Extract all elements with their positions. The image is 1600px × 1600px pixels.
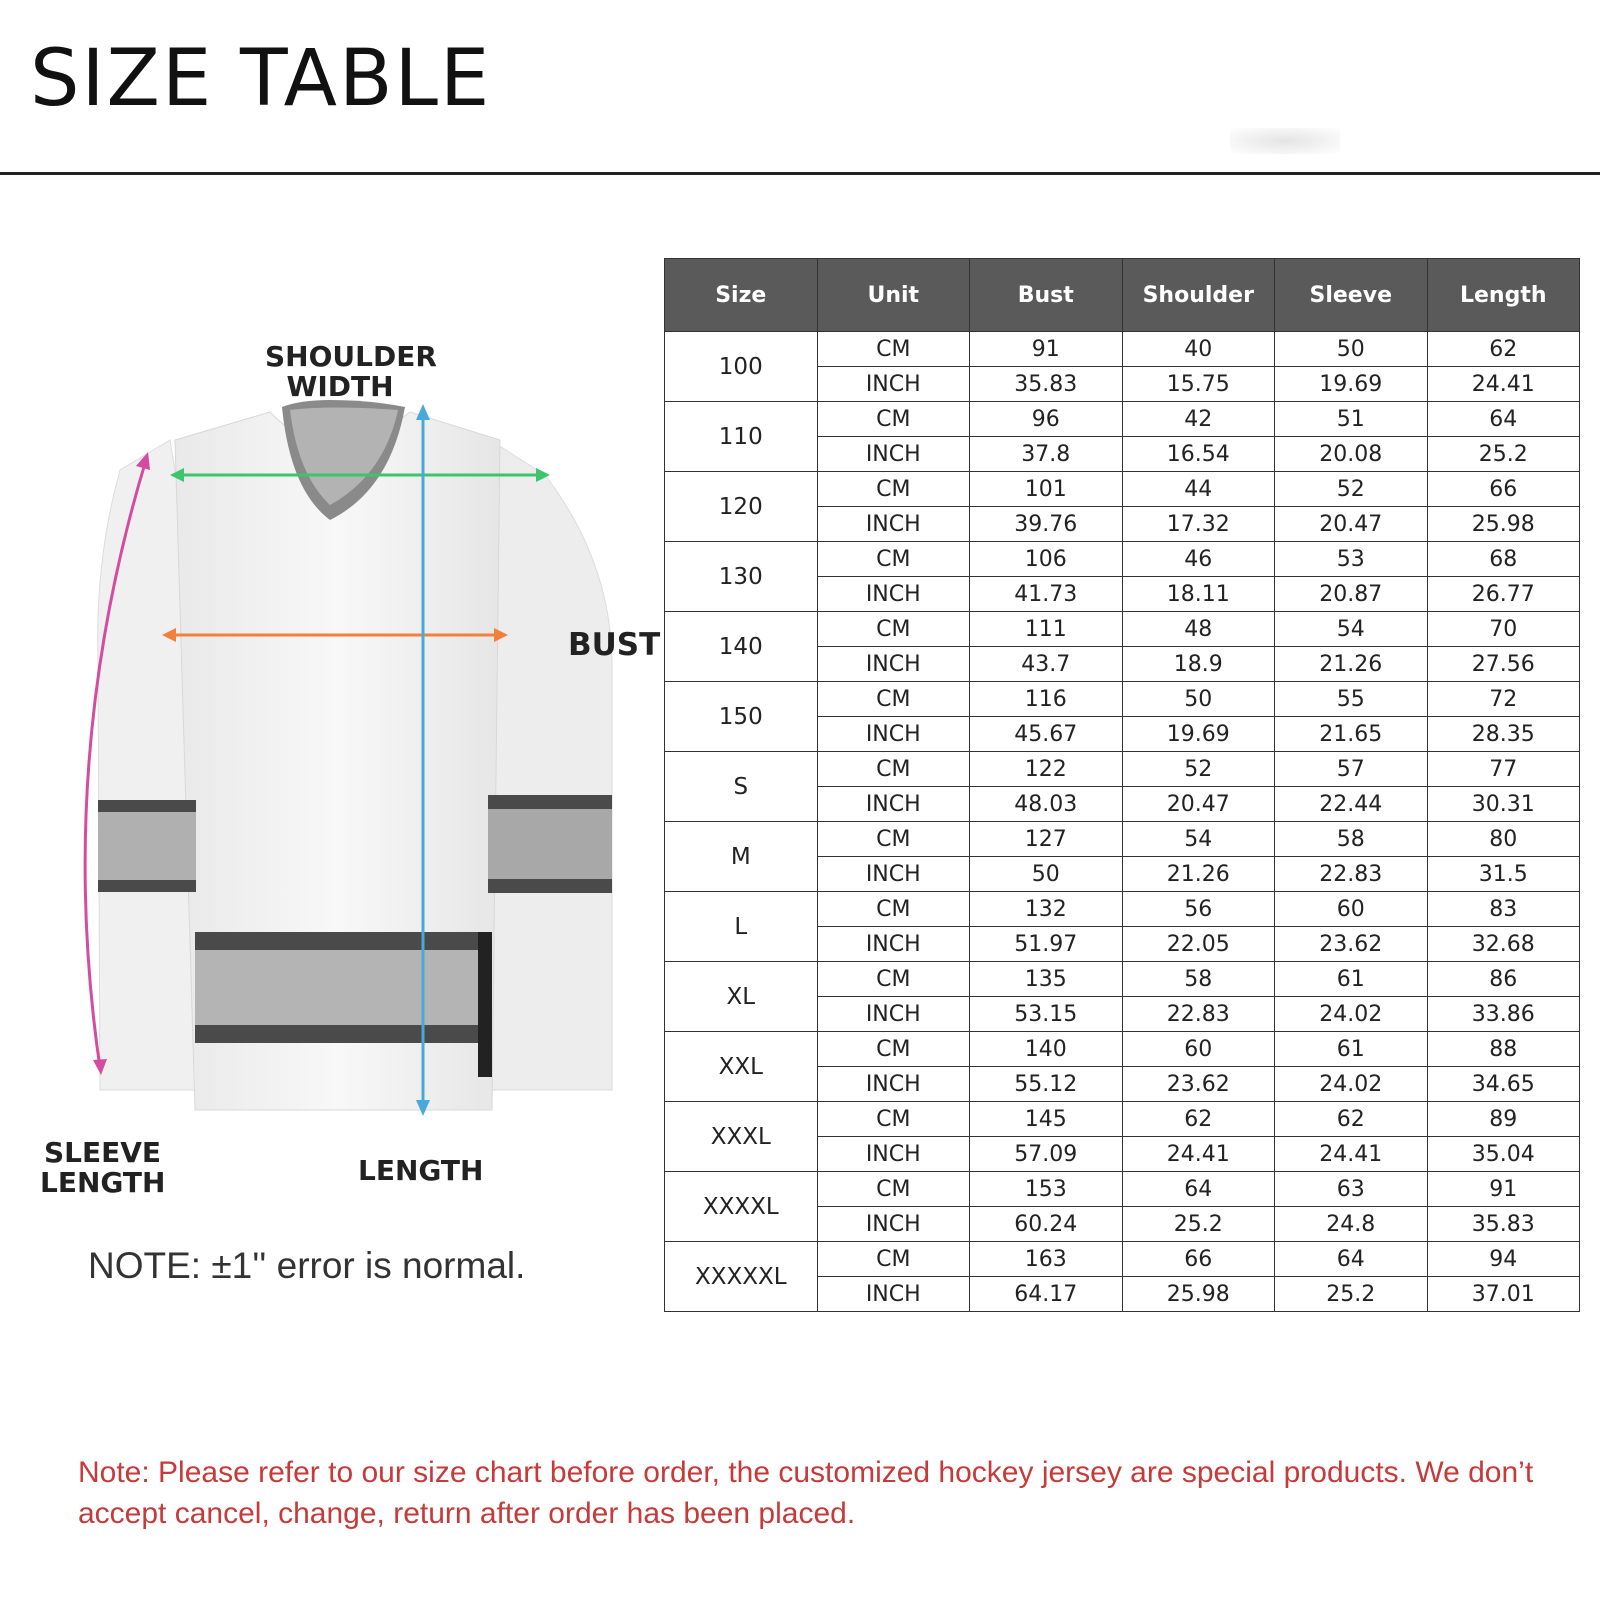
table-row: [665, 612, 1580, 647]
value-cell: 18.11: [1122, 577, 1275, 612]
value-cell: 77: [1427, 752, 1580, 787]
value-cell: 22.83: [1122, 997, 1275, 1032]
value-cell: 58: [1275, 822, 1428, 857]
value-cell: 46: [1122, 542, 1275, 577]
value-cell: 127: [970, 822, 1123, 857]
size-label-cell: XXXXL: [665, 1172, 818, 1242]
value-cell: 20.47: [1275, 507, 1428, 542]
size-label-cell: XXXXXL: [665, 1242, 818, 1312]
title-divider: [0, 172, 1600, 175]
value-cell: 20.08: [1275, 437, 1428, 472]
value-cell: 43.7: [970, 647, 1123, 682]
right-sleeve-stripe-bottom: [488, 879, 612, 893]
value-cell: 64: [1275, 1242, 1428, 1277]
value-cell: 89: [1427, 1102, 1580, 1137]
value-cell: 122: [970, 752, 1123, 787]
value-cell: 91: [1427, 1172, 1580, 1207]
value-cell: 37.8: [970, 437, 1123, 472]
value-cell: 32.68: [1427, 927, 1580, 962]
value-cell: 19.69: [1275, 367, 1428, 402]
unit-cell: CM: [817, 1102, 970, 1137]
value-cell: 52: [1122, 752, 1275, 787]
value-cell: 24.41: [1427, 367, 1580, 402]
value-cell: 54: [1275, 612, 1428, 647]
value-cell: 16.54: [1122, 437, 1275, 472]
value-cell: 54: [1122, 822, 1275, 857]
unit-cell: CM: [817, 1242, 970, 1277]
value-cell: 20.87: [1275, 577, 1428, 612]
value-cell: 50: [970, 857, 1123, 892]
value-cell: 50: [1122, 682, 1275, 717]
unit-cell: CM: [817, 542, 970, 577]
header-unit: Unit: [817, 259, 970, 332]
value-cell: 23.62: [1275, 927, 1428, 962]
value-cell: 51.97: [970, 927, 1123, 962]
table-row: [665, 962, 1580, 997]
value-cell: 48: [1122, 612, 1275, 647]
header-bust: Bust: [970, 259, 1123, 332]
value-cell: 53: [1275, 542, 1428, 577]
right-sleeve-stripe-top: [488, 795, 612, 809]
unit-cell: CM: [817, 1032, 970, 1067]
value-cell: 96: [970, 402, 1123, 437]
jersey-diagram: [0, 300, 660, 1300]
value-cell: 116: [970, 682, 1123, 717]
value-cell: 27.56: [1427, 647, 1580, 682]
unit-cell: INCH: [817, 577, 970, 612]
size-label-cell: 110: [665, 402, 818, 472]
table-row: [665, 542, 1580, 577]
value-cell: 42: [1122, 402, 1275, 437]
value-cell: 21.65: [1275, 717, 1428, 752]
value-cell: 70: [1427, 612, 1580, 647]
value-cell: 51: [1275, 402, 1428, 437]
value-cell: 37.01: [1427, 1277, 1580, 1312]
value-cell: 44: [1122, 472, 1275, 507]
table-header-row: [665, 259, 1580, 332]
value-cell: 86: [1427, 962, 1580, 997]
faint-smudge: [1230, 128, 1340, 154]
body-stripe-mid: [195, 950, 492, 1025]
value-cell: 35.83: [1427, 1207, 1580, 1242]
right-sleeve: [480, 440, 612, 1090]
size-label-cell: 120: [665, 472, 818, 542]
value-cell: 94: [1427, 1242, 1580, 1277]
table-row: [665, 1032, 1580, 1067]
value-cell: 15.75: [1122, 367, 1275, 402]
unit-cell: CM: [817, 612, 970, 647]
value-cell: 80: [1427, 822, 1580, 857]
value-cell: 41.73: [970, 577, 1123, 612]
value-cell: 58: [1122, 962, 1275, 997]
value-cell: 60: [1275, 892, 1428, 927]
table-row: [665, 682, 1580, 717]
unit-cell: CM: [817, 892, 970, 927]
value-cell: 35.04: [1427, 1137, 1580, 1172]
unit-cell: INCH: [817, 507, 970, 542]
value-cell: 40: [1122, 332, 1275, 367]
body-stripe-bottom: [195, 1025, 492, 1043]
value-cell: 72: [1427, 682, 1580, 717]
size-table: [664, 258, 1580, 1312]
value-cell: 21.26: [1122, 857, 1275, 892]
value-cell: 20.47: [1122, 787, 1275, 822]
unit-cell: INCH: [817, 1277, 970, 1312]
value-cell: 91: [970, 332, 1123, 367]
value-cell: 21.26: [1275, 647, 1428, 682]
value-cell: 45.67: [970, 717, 1123, 752]
value-cell: 111: [970, 612, 1123, 647]
value-cell: 18.9: [1122, 647, 1275, 682]
unit-cell: INCH: [817, 927, 970, 962]
value-cell: 61: [1275, 962, 1428, 997]
value-cell: 19.69: [1122, 717, 1275, 752]
size-label-cell: 100: [665, 332, 818, 402]
value-cell: 62: [1275, 1102, 1428, 1137]
value-cell: 66: [1427, 472, 1580, 507]
value-cell: 163: [970, 1242, 1123, 1277]
value-cell: 33.86: [1427, 997, 1580, 1032]
header-length: Length: [1427, 259, 1580, 332]
value-cell: 153: [970, 1172, 1123, 1207]
jersey-illustration: [0, 300, 660, 1200]
left-sleeve-stripe-mid: [98, 812, 196, 880]
unit-cell: INCH: [817, 717, 970, 752]
value-cell: 24.02: [1275, 997, 1428, 1032]
table-row: [665, 1102, 1580, 1137]
value-cell: 17.32: [1122, 507, 1275, 542]
unit-cell: INCH: [817, 647, 970, 682]
value-cell: 28.35: [1427, 717, 1580, 752]
value-cell: 34.65: [1427, 1067, 1580, 1102]
value-cell: 25.2: [1427, 437, 1580, 472]
unit-cell: INCH: [817, 1067, 970, 1102]
value-cell: 22.83: [1275, 857, 1428, 892]
value-cell: 25.98: [1122, 1277, 1275, 1312]
value-cell: 53.15: [970, 997, 1123, 1032]
size-label-cell: 140: [665, 612, 818, 682]
value-cell: 26.77: [1427, 577, 1580, 612]
value-cell: 50: [1275, 332, 1428, 367]
tolerance-note: NOTE: ±1'' error is normal.: [88, 1245, 526, 1286]
value-cell: 55: [1275, 682, 1428, 717]
header-shoulder: Shoulder: [1122, 259, 1275, 332]
value-cell: 56: [1122, 892, 1275, 927]
value-cell: 24.02: [1275, 1067, 1428, 1102]
value-cell: 64.17: [970, 1277, 1123, 1312]
right-sleeve-stripe-mid: [488, 809, 612, 879]
value-cell: 145: [970, 1102, 1123, 1137]
left-sleeve-stripe-bottom: [98, 880, 196, 892]
side-slit: [478, 932, 492, 1077]
value-cell: 60: [1122, 1032, 1275, 1067]
table-row: [665, 1242, 1580, 1277]
value-cell: 64: [1122, 1172, 1275, 1207]
unit-cell: CM: [817, 332, 970, 367]
size-label-cell: XXL: [665, 1032, 818, 1102]
value-cell: 132: [970, 892, 1123, 927]
size-label-cell: L: [665, 892, 818, 962]
value-cell: 24.8: [1275, 1207, 1428, 1242]
table-row: [665, 332, 1580, 367]
value-cell: 25.2: [1275, 1277, 1428, 1312]
value-cell: 88: [1427, 1032, 1580, 1067]
value-cell: 140: [970, 1032, 1123, 1067]
unit-cell: CM: [817, 752, 970, 787]
value-cell: 23.62: [1122, 1067, 1275, 1102]
header-sleeve: Sleeve: [1275, 259, 1428, 332]
value-cell: 24.41: [1275, 1137, 1428, 1172]
unit-cell: CM: [817, 402, 970, 437]
page-title: SIZE TABLE: [30, 34, 492, 124]
value-cell: 39.76: [970, 507, 1123, 542]
value-cell: 35.83: [970, 367, 1123, 402]
size-label-cell: 130: [665, 542, 818, 612]
value-cell: 62: [1122, 1102, 1275, 1137]
value-cell: 31.5: [1427, 857, 1580, 892]
unit-cell: CM: [817, 962, 970, 997]
table-row: [665, 752, 1580, 787]
value-cell: 55.12: [970, 1067, 1123, 1102]
value-cell: 48.03: [970, 787, 1123, 822]
value-cell: 52: [1275, 472, 1428, 507]
value-cell: 101: [970, 472, 1123, 507]
shoulder-width-label: SHOULDER WIDTH: [265, 340, 437, 403]
unit-cell: CM: [817, 822, 970, 857]
value-cell: 64: [1427, 402, 1580, 437]
unit-cell: CM: [817, 682, 970, 717]
unit-cell: CM: [817, 1172, 970, 1207]
unit-cell: CM: [817, 472, 970, 507]
unit-cell: INCH: [817, 997, 970, 1032]
table-row: [665, 822, 1580, 857]
value-cell: 83: [1427, 892, 1580, 927]
size-label-cell: S: [665, 752, 818, 822]
unit-cell: INCH: [817, 787, 970, 822]
value-cell: 61: [1275, 1032, 1428, 1067]
value-cell: 63: [1275, 1172, 1428, 1207]
value-cell: 60.24: [970, 1207, 1123, 1242]
value-cell: 25.98: [1427, 507, 1580, 542]
bust-label: BUST: [568, 627, 661, 663]
unit-cell: INCH: [817, 857, 970, 892]
value-cell: 22.05: [1122, 927, 1275, 962]
body-stripe-top: [195, 932, 492, 950]
size-table-body: [665, 332, 1580, 1312]
unit-cell: INCH: [817, 437, 970, 472]
size-label-cell: XL: [665, 962, 818, 1032]
sleeve-length-label: SLEEVE LENGTH: [40, 1136, 166, 1199]
length-arrow-top-head: [416, 404, 430, 420]
left-sleeve-stripe-top: [98, 800, 196, 812]
length-label: LENGTH: [358, 1154, 484, 1187]
value-cell: 106: [970, 542, 1123, 577]
value-cell: 135: [970, 962, 1123, 997]
order-policy-note: Note: Please refer to our size chart before order, the customized hockey jersey are special products. We don’t accept cancel, change, return after order has been placed.: [78, 1456, 1534, 1530]
value-cell: 30.31: [1427, 787, 1580, 822]
size-label-cell: 150: [665, 682, 818, 752]
value-cell: 66: [1122, 1242, 1275, 1277]
table-row: [665, 472, 1580, 507]
table-row: [665, 402, 1580, 437]
value-cell: 22.44: [1275, 787, 1428, 822]
size-label-cell: XXXL: [665, 1102, 818, 1172]
table-row: [665, 892, 1580, 927]
value-cell: 68: [1427, 542, 1580, 577]
value-cell: 57.09: [970, 1137, 1123, 1172]
unit-cell: INCH: [817, 1137, 970, 1172]
value-cell: 57: [1275, 752, 1428, 787]
size-label-cell: M: [665, 822, 818, 892]
unit-cell: INCH: [817, 1207, 970, 1242]
header-size: Size: [665, 259, 818, 332]
unit-cell: INCH: [817, 367, 970, 402]
value-cell: 25.2: [1122, 1207, 1275, 1242]
table-row: [665, 1172, 1580, 1207]
value-cell: 24.41: [1122, 1137, 1275, 1172]
value-cell: 62: [1427, 332, 1580, 367]
